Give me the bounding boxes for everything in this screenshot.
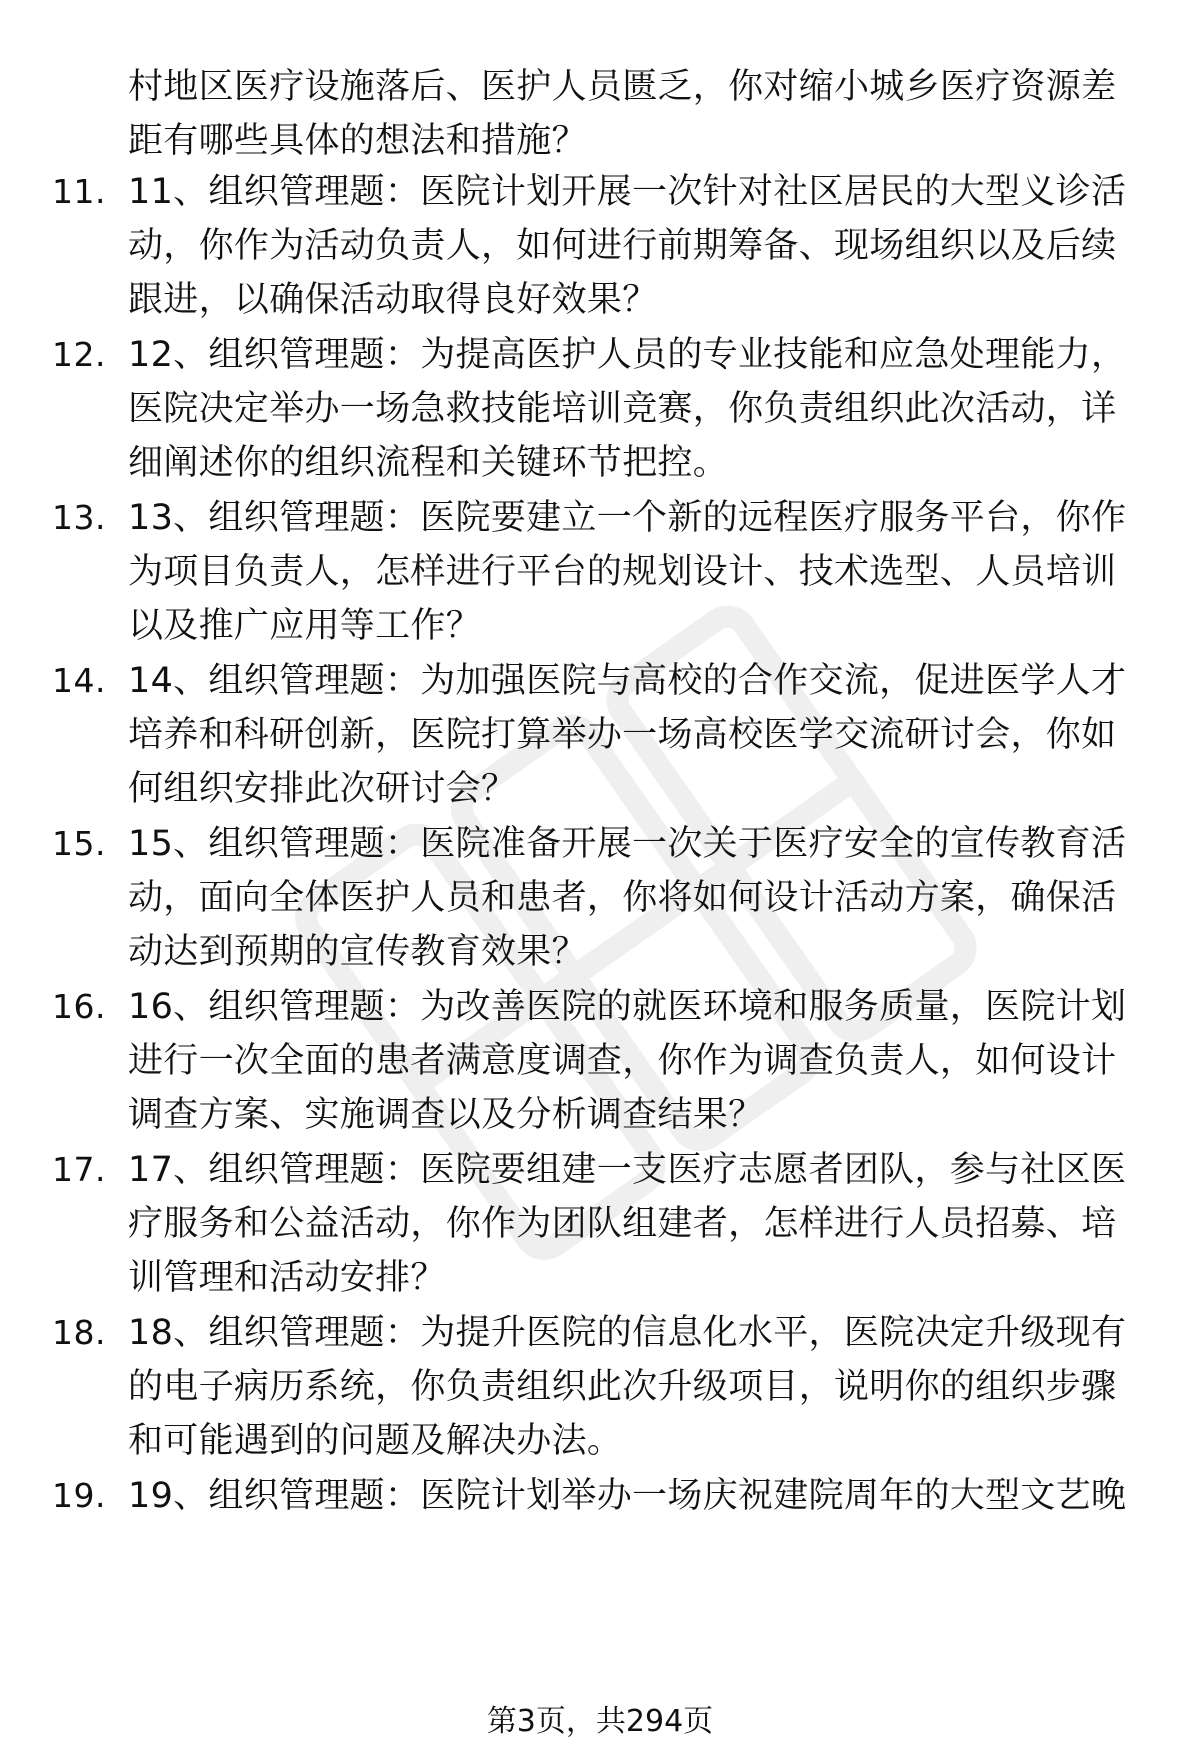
question-text: 16、组织管理题：为改善医院的就医环境和服务质量，医院计划进行一次全面的患者满意度调查，你作为调查负责人，如何设计调查方案、实施调查以及分析调查结果？ bbox=[128, 987, 1127, 1135]
list-number: 18. bbox=[52, 1313, 106, 1352]
question-text: 14、组织管理题：为加强医院与高校的合作交流，促进医学人才培养和科研创新，医院打算举办一场高校医学交流研讨会，你如何组织安排此次研讨会？ bbox=[128, 661, 1127, 809]
continuation-paragraph: 村地区医疗设施落后、医护人员匮乏，你对缩小城乡医疗资源差距有哪些具体的想法和措施？ bbox=[128, 67, 1117, 161]
list-number: 14. bbox=[52, 661, 106, 700]
question-text: 18、组织管理题：为提升医院的信息化水平，医院决定升级现有的电子病历系统，你负责组织此次升级项目，说明你的组织步骤和可能遇到的问题及解决办法。 bbox=[128, 1313, 1127, 1461]
list-number: 16. bbox=[52, 987, 106, 1026]
list-number: 12. bbox=[52, 335, 106, 374]
page-footer: 第3页，共294页 bbox=[486, 1704, 714, 1739]
question-text: 13、组织管理题：医院要建立一个新的远程医疗服务平台，你作为项目负责人，怎样进行平台的规划设计、技术选型、人员培训以及推广应用等工作？ bbox=[128, 498, 1127, 646]
list-number: 13. bbox=[52, 498, 106, 537]
list-number: 11. bbox=[52, 172, 106, 211]
question-text: 12、组织管理题：为提高医护人员的专业技能和应急处理能力，医院决定举办一场急救技能培训竞赛，你负责组织此次活动，详细阐述你的组织流程和关键环节把控。 bbox=[128, 335, 1127, 483]
list-number: 19. bbox=[52, 1476, 106, 1515]
list-number: 15. bbox=[52, 824, 106, 863]
question-text: 19、组织管理题：医院计划举办一场庆祝建院周年的大型文艺晚 bbox=[128, 1476, 1127, 1516]
list-number: 17. bbox=[52, 1150, 106, 1189]
question-text: 17、组织管理题：医院要组建一支医疗志愿者团队，参与社区医疗服务和公益活动，你作为团队组建者，怎样进行人员招募、培训管理和活动安排？ bbox=[128, 1150, 1127, 1298]
question-text: 11、组织管理题：医院计划开展一次针对社区居民的大型义诊活动，你作为活动负责人，如何进行前期筹备、现场组织以及后续跟进，以确保活动取得良好效果？ bbox=[128, 172, 1127, 320]
question-text: 15、组织管理题：医院准备开展一次关于医疗安全的宣传教育活动，面向全体医护人员和患者，你将如何设计活动方案，确保活动达到预期的宣传教育效果？ bbox=[128, 824, 1127, 972]
